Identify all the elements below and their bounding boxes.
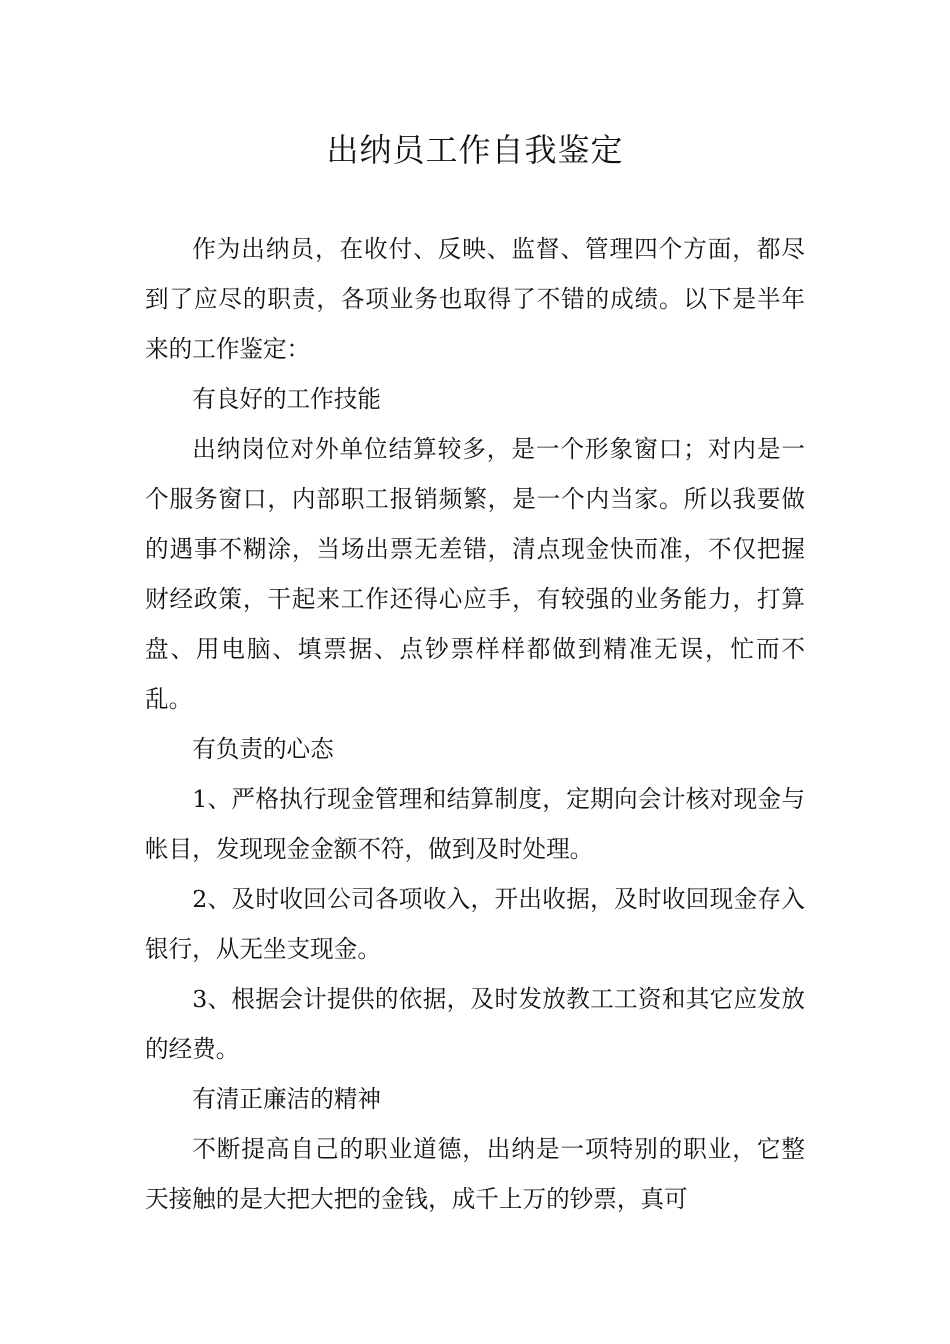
paragraph-intro: 作为出纳员，在收付、反映、监督、管理四个方面，都尽到了应尽的职责，各项业务也取得了不错的成绩。以下是半年来的工作鉴定：	[145, 235, 805, 363]
paragraph-skills: 出纳岗位对外单位结算较多，是一个形象窗口；对内是一个服务窗口，内部职工报销频繁，是一个内当家。所以我要做的遇事不糊涂，当场出票无差错，清点现金快而准，不仅把握财经政策，干起来工作还得心应手，有较强的业务能力，打算盘、用电脑、填票据、点钞票样样都做到精准无误，忙而不乱。	[145, 435, 805, 713]
section-heading-skills: 有良好的工作技能	[192, 385, 381, 413]
document-title: 出纳员工作自我鉴定	[326, 131, 624, 169]
list-item-2: 2、及时收回公司各项收入，开出收据，及时收回现金存入银行，从无坐支现金。	[145, 885, 805, 963]
document-body	[145, 224, 805, 1224]
section-heading-responsibility: 有负责的心态	[192, 735, 334, 763]
section-heading-integrity: 有清正廉洁的精神	[192, 1085, 381, 1113]
list-item-3: 3、根据会计提供的依据，及时发放教工工资和其它应发放的经费。	[145, 985, 805, 1063]
paragraph-integrity: 不断提高自己的职业道德，出纳是一项特别的职业，它整天接触的是大把大把的金钱，成千上万的钞票，真可	[145, 1135, 805, 1213]
list-item-1: 1、严格执行现金管理和结算制度，定期向会计核对现金与帐目，发现现金金额不符，做到及时处理。	[145, 785, 805, 863]
